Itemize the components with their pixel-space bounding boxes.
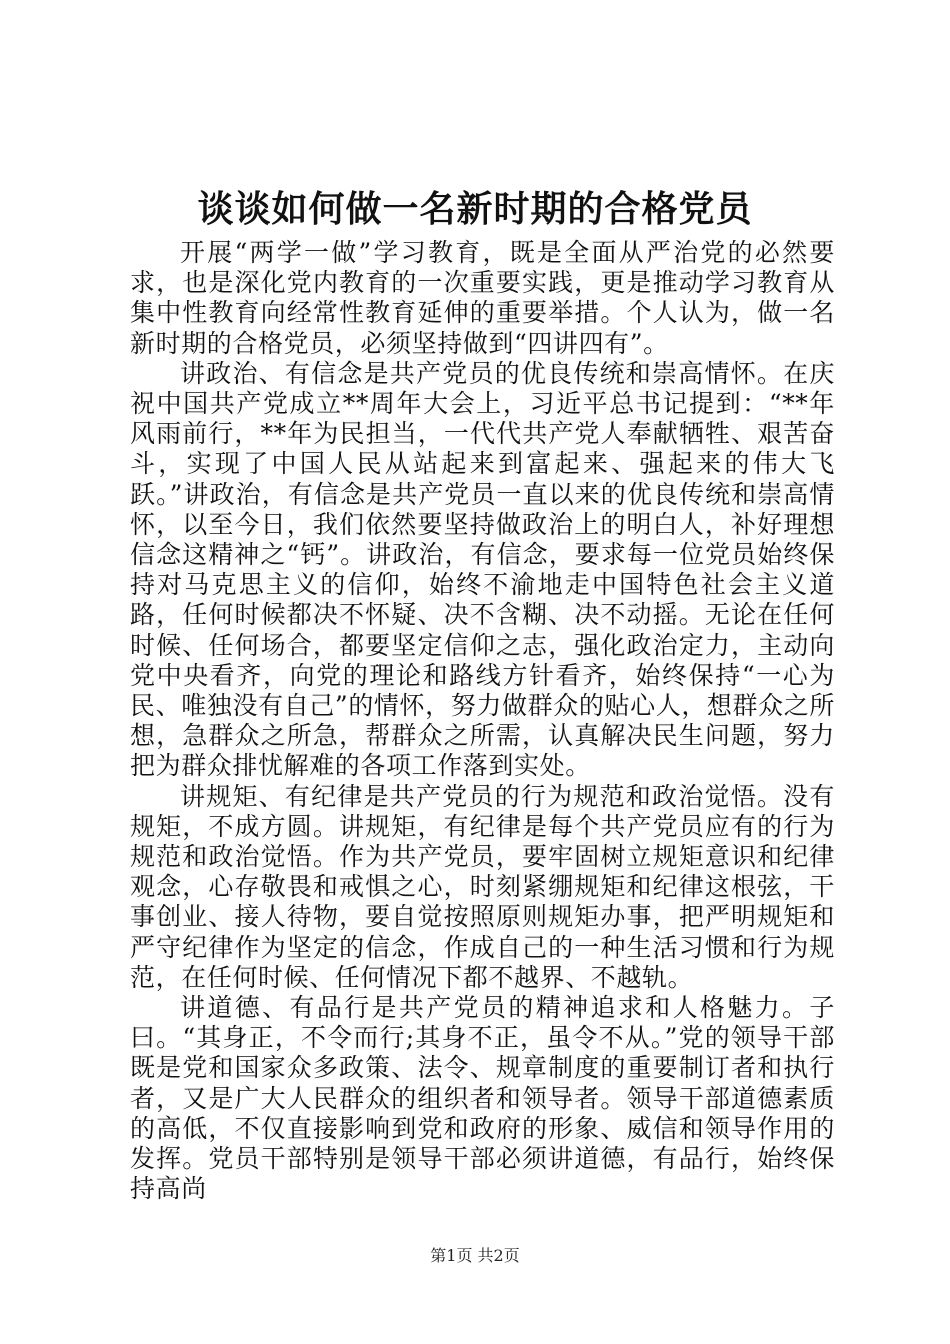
document-title: 谈谈如何做一名新时期的合格党员 bbox=[197, 189, 753, 230]
paragraph-morality: 讲道德、有品行是共产党员的精神追求和人格魅力。子曰。“其身正，不令而行;其身不正，虽令不从。”党的领导干部既是党和国家众多政策、法令、规章制度的重要制订者和执行者，又是广大人民群众的组织者和领导者。领导干部道德素质的高低，不仅直接影响到党和政府的形象、威信和领导作用的发挥。党员干部特别是领导干部必须讲道德，有品行，始终保持高尚 bbox=[130, 993, 835, 1204]
paragraph-intro: 开展“两学一做”学习教育，既是全面从严治党的必然要求，也是深化党内教育的一次重要实践，更是推动学习教育从集中性教育向经常性教育延伸的重要举措。个人认为，做一名新时期的合格党员，必须坚持做到“四讲四有”。 bbox=[130, 238, 835, 358]
paragraph-politics: 讲政治、有信念是共产党员的优良传统和崇高情怀。在庆祝中国共产党成立**周年大会上，习近平总书记提到：“**年风雨前行，**年为民担当，一代代共产党人奉献牺牲、艰苦奋斗，实现了中国人民从站起来到富起来、强起来的伟大飞跃。”讲政治，有信念是共产党员一直以来的优良传统和崇高情怀，以至今日，我们依然要坚持做政治上的明白人，补好理想信念这精神之“钙”。讲政治，有信念，要求每一位党员始终保持对马克思主义的信仰，始终不渝地走中国特色社会主义道路，任何时候都决不怀疑、决不含糊、决不动摇。无论在任何时候、任何场合，都要坚定信仰之志，强化政治定力，主动向党中央看齐，向党的理论和路线方针看齐，始终保持“一心为民、唯独没有自己”的情怀，努力做群众的贴心人，想群众之所想，急群众之所急，帮群众之所需，认真解决民生问题，努力把为群众排忧解难的各项工作落到实处。 bbox=[130, 358, 835, 781]
page-number-footer: 第1页 共2页 bbox=[430, 1246, 520, 1265]
paragraph-rules: 讲规矩、有纪律是共产党员的行为规范和政治觉悟。没有规矩，不成方圆。讲规矩，有纪律是每个共产党员应有的行为规范和政治觉悟。作为共产党员，要牢固树立规矩意识和纪律观念，心存敬畏和戒惧之心，时刻紧绷规矩和纪律这根弦，干事创业、接人待物，要自觉按照原则规矩办事，把严明规矩和严守纪律作为坚定的信念，作成自己的一种生活习惯和行为规范，在任何时候、任何情况下都不越界、不越轨。 bbox=[130, 781, 835, 992]
document-body bbox=[130, 238, 835, 1205]
